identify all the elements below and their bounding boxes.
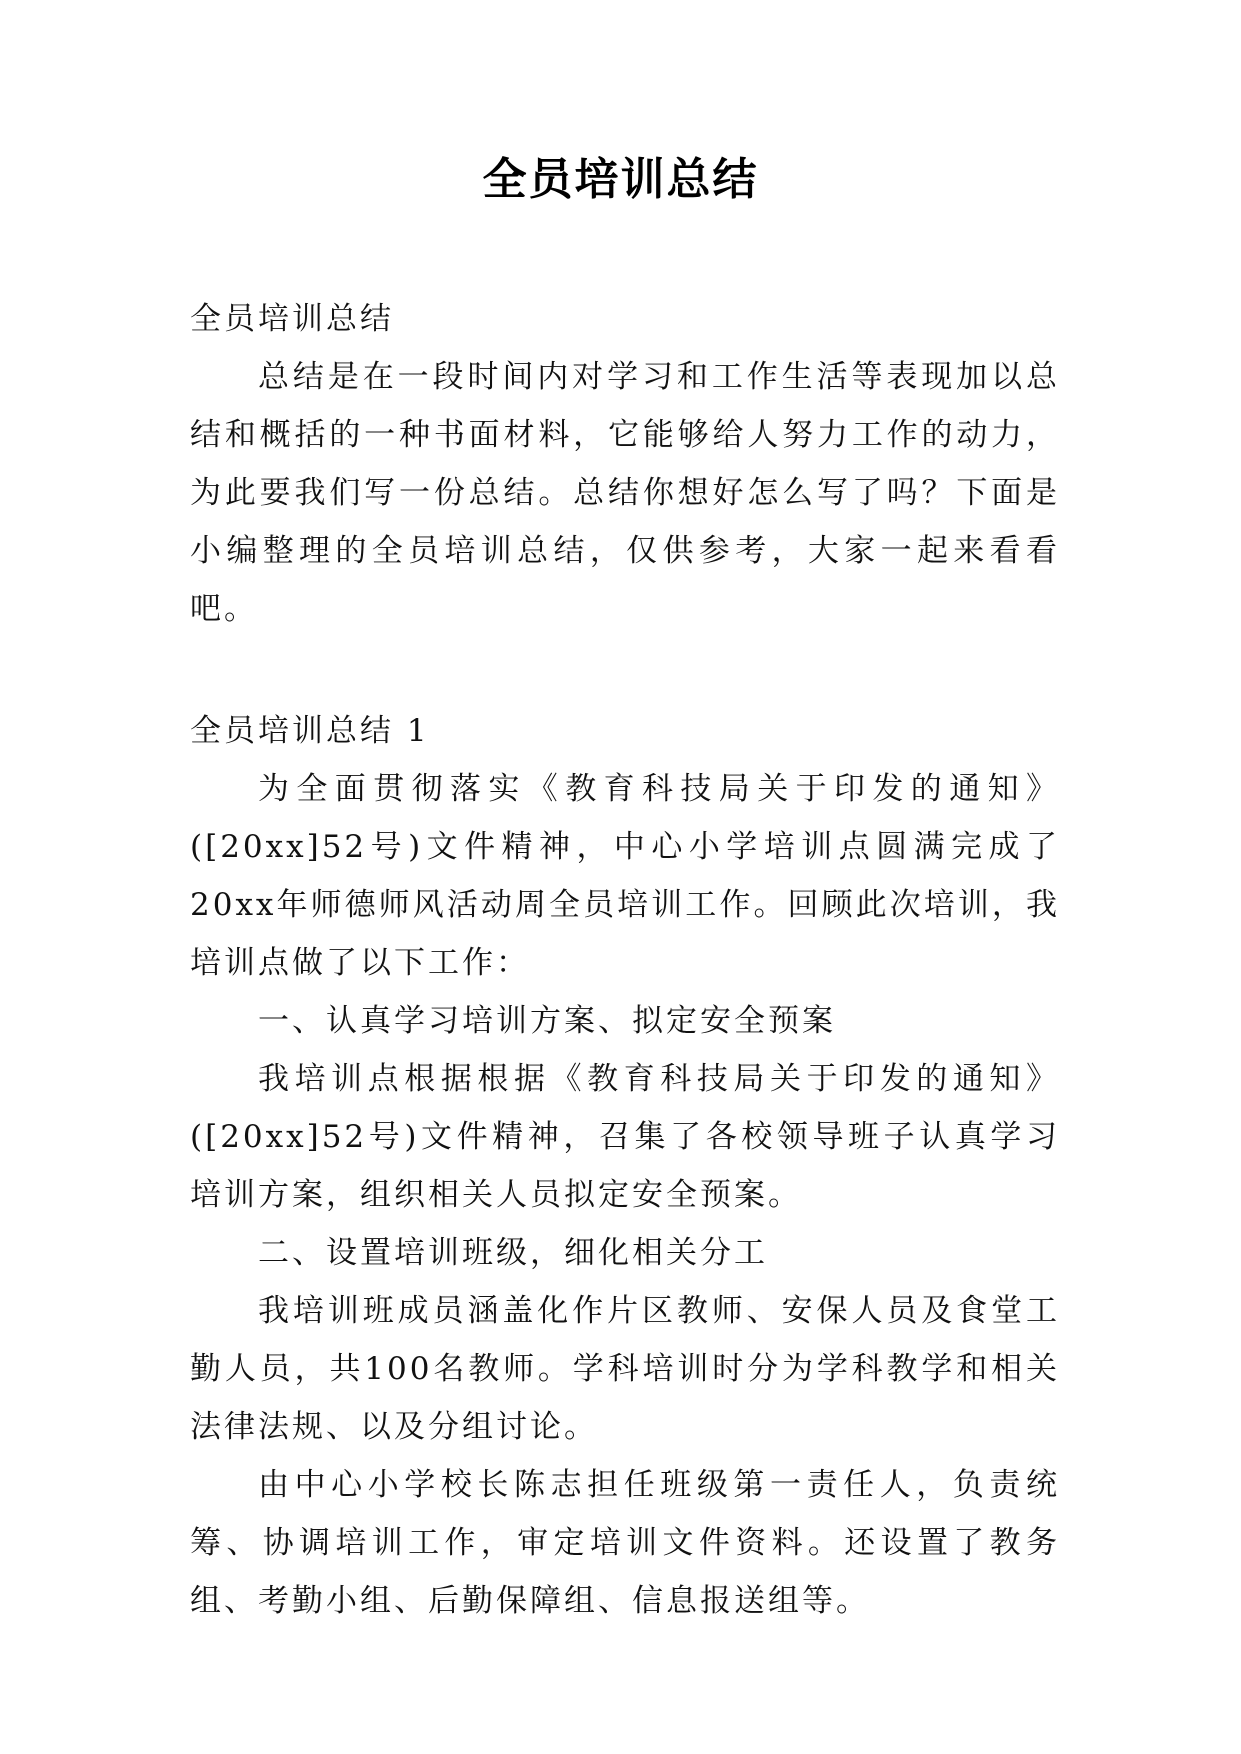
section1-paragraph1: 为全面贯彻落实《教育科技局关于印发的通知》([20xx]52号)文件精神，中心小学培训点圆满完成了20xx年师德师风活动周全员培训工作。回顾此次培训，我培训点做了以下工作： xyxy=(190,771,1060,981)
paragraph-sub2b: 由中心小学校长陈志担任班级第一责任人，负责统筹、协调培训工作，审定培训文件资料。还设置了教务组、考勤小组、后勤保障组、信息报送组等。 xyxy=(190,1467,1060,1619)
subheading-2: 二、设置培训班级，细化相关分工 xyxy=(258,1235,768,1271)
section1-heading: 全员培训总结 1 xyxy=(190,713,430,749)
intro-heading: 全员培训总结 xyxy=(190,301,394,337)
intro-paragraph: 总结是在一段时间内对学习和工作生活等表现加以总结和概括的一种书面材料，它能够给人努力工作的动力，为此要我们写一份总结。总结你想好怎么写了吗？下面是小编整理的全员培训总结，仅供参考，大家一起来看看吧。 xyxy=(190,359,1060,627)
paragraph-sub1: 我培训点根据根据《教育科技局关于印发的通知》([20xx]52号)文件精神，召集了各校领导班子认真学习培训方案，组织相关人员拟定安全预案。 xyxy=(190,1061,1060,1213)
document-title: 全员培训总结 xyxy=(482,154,759,205)
document-body xyxy=(190,290,1060,1630)
paragraph-sub2a: 我培训班成员涵盖化作片区教师、安保人员及食堂工勤人员，共100名教师。学科培训时分为学科教学和相关法律法规、以及分组讨论。 xyxy=(190,1293,1060,1445)
subheading-1: 一、认真学习培训方案、拟定安全预案 xyxy=(258,1003,836,1039)
